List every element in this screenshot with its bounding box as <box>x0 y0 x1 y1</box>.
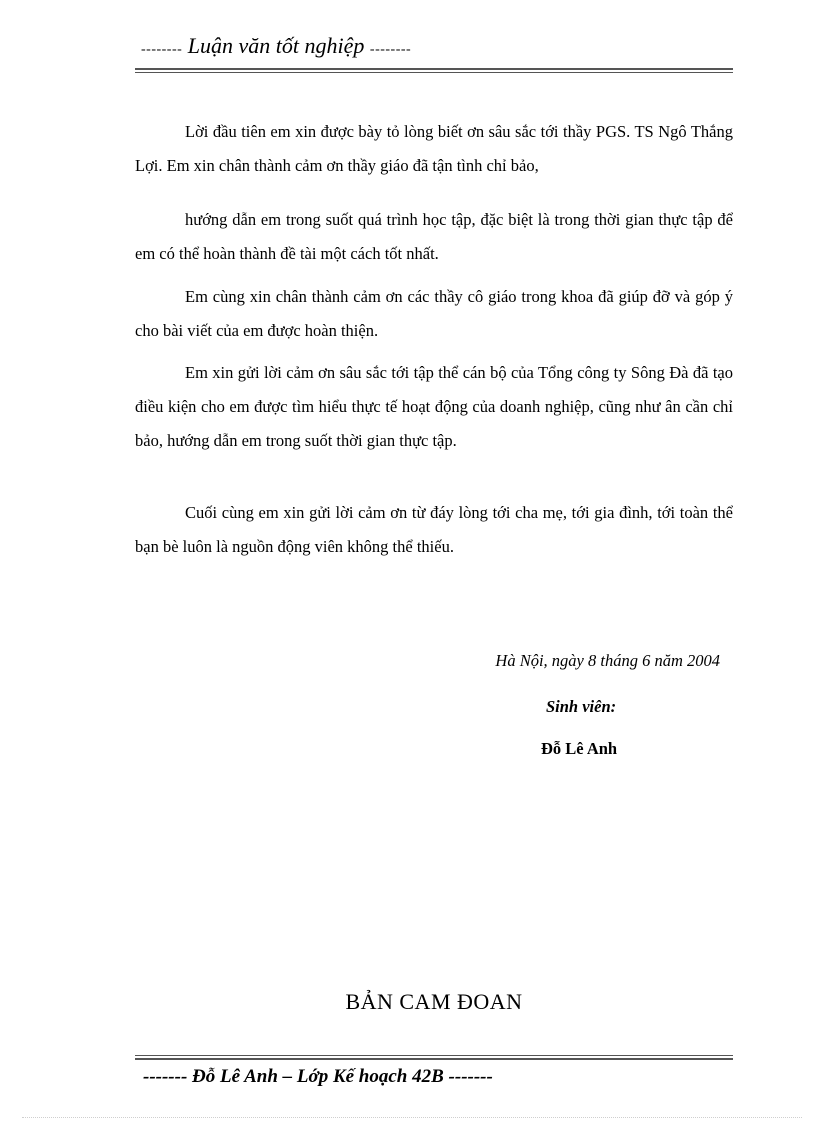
place-date: Hà Nội, ngày 8 tháng 6 năm 2004 <box>495 651 720 670</box>
header-rule <box>135 68 733 73</box>
footer-rule <box>135 1055 733 1060</box>
signature-role: Sinh viên: <box>546 697 617 716</box>
paragraph-text: Em xin gửi lời cảm ơn sâu sắc tới tập thể cán bộ của Tổng công ty Sông Đà đã tạo điều kiện cho em được tìm hiểu thực tế hoạt động của doanh nghiệp, cũng như ân cần chỉ bảo, hướng dẫn em trong suốt thời gian thực tập. <box>135 363 733 450</box>
paragraph-2 <box>135 203 733 271</box>
header-dash-right: -------- <box>369 42 412 57</box>
paragraph-3 <box>135 280 733 348</box>
paragraph-text: Lời đầu tiên em xin được bày tỏ lòng biết ơn sâu sắc tới thầy PGS. TS Ngô Thắng Lợi. Em xin chân thành cảm ơn thầy giáo đã tận tình chỉ bảo, <box>135 122 733 175</box>
paragraph-text: Em cùng xin chân thành cảm ơn các thầy cô giáo trong khoa đã giúp đỡ và góp ý cho bài viết của em được hoàn thiện. <box>135 287 733 340</box>
page-header <box>135 30 733 73</box>
page-footer <box>135 1055 733 1088</box>
header-title: Luận văn tốt nghiệp <box>187 33 365 58</box>
page-edge-divider <box>22 1117 802 1118</box>
paragraph-text: hướng dẫn em trong suốt quá trình học tập, đặc biệt là trong thời gian thực tập để em có thể hoàn thành đề tài một cách tốt nhất. <box>135 210 733 263</box>
header-dash-left: -------- <box>141 42 183 57</box>
paragraph-1 <box>135 115 733 183</box>
paragraph-4 <box>135 356 733 458</box>
signature-name: Đỗ Lê Anh <box>541 739 618 758</box>
header-title-line <box>135 30 733 66</box>
section-title: BẢN CAM ĐOAN <box>345 989 523 1014</box>
footer-text: ------- Đỗ Lê Anh – Lớp Kế hoạch 42B ------- <box>143 1066 493 1087</box>
paragraph-text: Cuối cùng em xin gửi lời cảm ơn từ đáy lòng tới cha mẹ, tới gia đình, tới toàn thể bạn bè luôn là nguồn động viên không thể thiếu. <box>135 503 733 556</box>
paragraph-5 <box>135 496 733 564</box>
